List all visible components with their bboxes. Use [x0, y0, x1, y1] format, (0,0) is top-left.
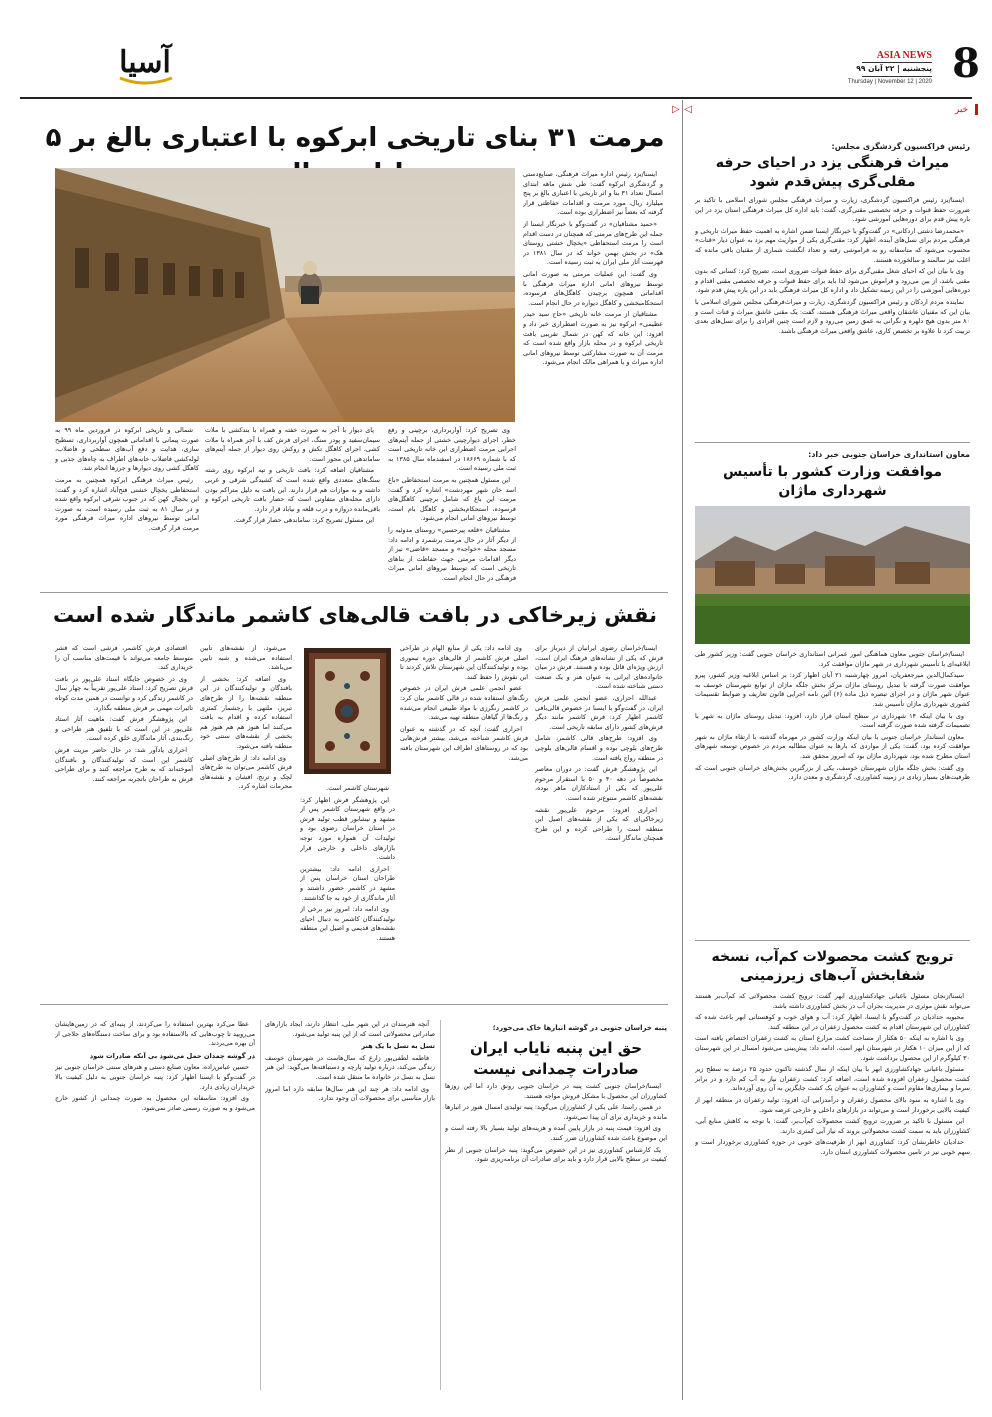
carpet-col2: وی ادامه داد: یکی از منابع الهام در طراحی اصلی فرش کاشمر از قالی‌های دوره تیموری بوده و تولیدکنندگان این شهرستان تلاش کردند تا این نقوش را حفظ کنند. عضو انجمن علمی فرش ایران در خصوص رنگ‌های استفاده شده در قالی کاشمر بیان کرد: در کاشمر رنگرزی با مواد طبیعی انجام می‌شده و رنگ‌ها از گیاهان منطقه تهیه می‌شد. احراری گفت: آنچه که در گذشته به عنوان فرش کاشمر شناخته می‌شد، بیشتر فرش‌هایی بود که در روستاهای اطراف این شهرستان بافته می‌شد. — [400, 644, 528, 762]
sidebar1-headline: میراث فرهنگی یزد در احیای حرفه مقلی‌گری پیش‌قدم شود — [715, 155, 950, 190]
date-en: Thursday | November 12 | 2020 — [847, 79, 932, 85]
date-fa: پنجشنبه | ۲۲ آبان ۹۹ — [856, 64, 932, 73]
section-label[interactable] — [955, 104, 978, 115]
sidebar2-headline: موافقت وزارت کشور با تأسیس شهرداری ماژان — [722, 464, 943, 499]
cotton-col1: ایسنا/خراسان جنوبی کشت پنبه در خراسان جنوبی رونق دارد اما این روزها کشاورزان این محصول با مشکل فروش مواجه هستند. در همین راستا، علی یکی از کشاورزان می‌گوید: پنبه تولیدی امسال هنوز در انبارها مانده و خریداری برای آن پیدا نمی‌شود. وی افزود: قیمت پنبه در بازار پایین آمده و هزینه‌های تولید بسیار بالا رفته است و این موضوع باعث شده کشاورزان ضرر کنند. یک کارشناس کشاورزی نیز در این خصوص می‌گوید: پنبه خراسان جنوبی از نظر کیفیت در سطح بالایی قرار دارد و باید برای صادرات آن برنامه‌ریزی شود. — [445, 1082, 667, 1164]
sidebar2-kicker: معاون استانداری خراسان جنوبی خبر داد: — [808, 450, 970, 459]
cotton-kicker: پنبه خراسان جنوبی در گوشه انبارها خاک می‌خورد؛ — [492, 1024, 667, 1032]
sidebar1-kicker: رئیس فراکسیون گردشگری مجلس: — [831, 142, 970, 151]
carpet-col3: شهرستان کاشمر است. این پژوهشگر فرش اظهار کرد: در واقع شهرستان کاشمر پس از مشهد و نیشابور قطب تولید فرش در استان خراسان رضوی بود و تولیدات آن همواره مورد توجه بازارهای داخلی و خارجی قرار داشت. احراری ادامه داد: بیشترین طراحان استان خراسان پس از مشهد در کاشمر حضور داشتند و آثار ماندگاری از خود به جا گذاشتند. وی ادامه داد: امروز نیز برخی از تولیدکنندگان کاشمر به دنبال احیای نقشه‌های قدیمی و اصیل این منطقه هستند. — [300, 784, 395, 942]
main-story-col1: ایسنا/یزد رئیس اداره میراث فرهنگی، صنایع‌دستی و گردشگری ابرکوه گفت: طی شش ماهه ابتدای امسال تعداد ۳۱ بنا و اثر تاریخی با اعتباری بالغ بر پنج میلیارد ریال، مورد مرمت و اقدامات حفاظتی قرار گرفته که بعضاً نیز اضطراری بوده است. «حمید مشتاقیان» در گفت‌وگو با خبرنگار ایسنا از جمله این طرح‌های مرمتی که همچنان در دست اقدام است را مرمت استحفاظی «یخچال خشتی روستای هک» در بخش بهمن خواند که در سال ۱۳۸۱ در فهرست آثار ملی ایران به ثبت رسیده است. وی گفت: این عملیات مرمتی به صورت امانی توسط نیروهای امانی اداره میراث فرهنگی با اقداماتی همچون برچیدن کاهگل‌های فرسوده، استحکامبخشی و کاهگل دیواره در حال انجام است. مشتاقیان از مرمت خانه تاریخی «حاج سید حیدر عظیمی» ابرکوه نیز به صورت اضطراری خبر داد و افزود: این خانه که کهن در شمال تقریبی بافت تاریخی ابرکوه و در محله بازار واقع شده است که مرمت آن به صورت مشارکتی توسط نیروهای امانی اداره میراث و با همراهی مالک انجام می‌شود. — [523, 170, 663, 367]
cotton-headline: حق این پنبه نایاب ایران صادرات چمدانی نیست — [469, 1039, 643, 1078]
brand-en: ASIA NEWS — [876, 50, 932, 61]
cotton-subhead-1: تسل به تسل با یک هنر — [361, 1042, 435, 1051]
main-photo — [55, 168, 515, 422]
cotton-subhead-2: در گوشه چمدان حمل می‌شود بی آنکه صادرات شود — [89, 1051, 255, 1060]
main-story-col4: شمالی و تاریخی ابرکوه در فروردین ماه ۹۹ به صورت پیمانی با اقداماتی همچون آواربرداری، تسطیح سازی، هدایت و دفع آب‌های سطحی و فاضلاب، لوله‌کشی فاضلاب خانه‌های اطراف به چاه‌های جذبی و کاهگل کشی روی دیوارها و جرزها انجام شد. رئیس میراث فرهنگی ابرکوه همچنین به مرمت استحفاظی یخچال خشتی فتح‌آباد اشاره کرد و گفت: این یخچال کهن که در جنوب شرقی ابرکوه واقع شده و در سال ۸۱ به ثبت ملی رسیده است، به صورت امانی توسط نیروهای اداره میراث فرهنگی مورد مرمت قرار گرفت. — [55, 426, 199, 532]
sidebar3-headline: ترویج کشت محصولات کم‌آب، نسخه شفابخش آب‌های زیرزمینی — [711, 949, 954, 984]
sidebar2-body: ایسنا/خراسان جنوبی معاون هماهنگی امور عمرانی استانداری خراسان جنوبی گفت: وزیر کشور طی ابلاغیه‌ای با تأسیس شهرداری در شهر ماژان موافقت کرد. سیدکمال‌الدین میرجعفریان، امروز چهارشنبه ۲۱ آبان اظهار کرد: بر اساس ابلاغیه وزیر کشور، پیرو موافقت صورت گرفته با تبدیل روستای ماژان مرکز بخش جلگه ماژان از توابع شهرستان خوسف به عنوان شهر ماژان و در اجرای تبصره ذیل ماده (۶) آئین نامه اجرایی قانون تعاریف و ضوابط تقسیمات کشوری شهرداری ماژان تأسیس شد. وی با بیان اینکه ۱۴ شهرداری در سطح استان قرار دارد، افزود: تبدیل روستای ماژان به شهر با تصمیمات گرفته شده صورت گرفته است. معاون استاندار خراسان جنوبی با بیان اینکه وزارت کشور در مهرماه گذشته با ارتقاء ماژان به شهر موافقت کرده بود، گفت: یکی از مواردی که بارها به عنوان مطالبه مردم در خصوص توسعه شهرهای استان مطرح شده بود، شهرداری ماژان بود که امروز محقق شد. وی گفت: بخش جلگه ماژان شهرستان خوسف، یکی از بزرگترین بخش‌های خراسان جنوبی است که ظرفیت‌های بسیار زیادی در زمینه کشاورزی، گردشگری و معدن دارد. — [695, 650, 970, 782]
section-arrow-icon: ◁ — [684, 104, 692, 115]
section-label-text: خبر — [954, 105, 969, 115]
carpet-col5: اقتصادی فرش کاشمر، فرشی است که قشر متوسط جامعه می‌تواند با قیمت‌های مناسب آن را خریداری کند. وی در خصوص جایگاه استاد علی‌پور در بافت فرش تصریح کرد: استاد علی‌پور تقریباً به چهار سال در کاشمر زندگی کرد و توانست در همین مدت کوتاه تاثیرات مهمی بر فرش منطقه بگذارد. این پژوهشگر فرش گفت: ماهیت آثار استاد علی‌پور در این است که با تلفیق هنر طراحی و رنگ‌بندی، آثار ماندگاری خلق کرده است. احراری یادآور شد: در حال حاضر مزیت فرش کاشمر این است که تولیدکنندگان و بافندگان آموخته‌اند که به طرح مراجعه کنند و برای طراحی فرش به طراحان باتجربه مراجعه کنند. — [55, 644, 193, 783]
carpet-photo — [300, 646, 395, 776]
section-arrow-icon-2: ▷ — [672, 104, 680, 115]
section-marker — [975, 104, 978, 115]
sidebar1-body: ایسنا/یزد رئیس فراکسیون گردشگری، زیارت و میراث فرهنگی مجلس شورای اسلامی با تاکید بر ضرورت حفظ قنوات و حرفه تخصصی مقنی‌گری، گفت: باید اداره کل میراث فرهنگی استان یزد در این باره پیش قدم برای دوره‌هایی آموزشی شود. «محمدرضا دشتی اردکانی» در گفت‌وگو با خبرنگار ایسنا ضمن اشاره به اهمیت حفظ میراث تاریخی و فرهنگی مردم برای نسل‌های آینده، اظهار کرد: مقنی‌گری یکی از مواریث مهم یزد به عنوان دیار «قنات» محسوب می‌شود که متاسفانه رو به فراموشی رفته و تعداد انگشت شماری از مقنیان باقی مانده که اغلب نیز سالمند و سالخورده هستند. وی با بیان این که احیای شغل مقنی‌گری برای حفظ قنوات ضروری است، تصریح کرد: کسانی که بدون مقنی باشد، از بین می‌رود و فراموش می‌شود لذا باید برای حفظ قنوات و حرفه تخصصی مقنی اقدام و دوره‌هایی آموزشی را در این زمینه تشکیل داد و اداره کل میراث فرهنگی باید در این باره پیش قدم شود. نماینده مردم اردکان و رئیس فراکسیون گردشگری، زیارت و میراث‌فرهنگی مجلس شورای اسلامی با بیان این که مقنیان عاشقان واقعی میراث فرهنگی هستند، گفت: یک مقنی عاشق میراث و قنات است و ۸۰ متر بدون هیچ دلهره و نگرانی به عمق زمین می‌رود و لازم است چنین افرادی را برای نسل‌های بعدی تربیت کرد تا علاوه بر تخصص کاری، عاشق واقعی میراث فرهنگی باشند. — [695, 196, 970, 335]
logo — [100, 38, 190, 88]
main-story-col2: وی تصریح کرد: آواربرداری، برچینی و رفع خطر، اجرای دیوارچینی خشتی از جمله آیتم‌های اجرایی مرمت اضطراری این خانه تاریخی است که با شماره ۱۸۶۶۹ در اسفندماه سال ۱۳۸۵ به ثبت ملی رسیده است. این مسئول همچنین به مرمت استحفاظی «باغ اسد خان شهر مهردشت» اشاره کرد و گفت: مرمت این باغ که شامل برچینی کاهگل‌های فرسوده، استحکام‌بخشی و کاهگل بام است، توسط نیروهای امانی انجام می‌شود. مشتاقیان «قلعه پیرحسین» روستای مدوئیه را از دیگر آثار در حال مرمت برشمرد و ادامه داد: مسجد محله «خواجه» و مسجد «قاضی» نیز از دیگر اقدامات مرمتی جهت حفاظت از بناهای تاریخی است که توسط نیروهای امانی میراث فرهنگی در حال انجام است. — [388, 426, 516, 582]
logo-text: آسیا — [119, 45, 171, 80]
sidebar3-body: ایسنا/زنجان مسئول باغبانی جهادکشاورزی ابهر گفت: ترویج کشت محصولاتی که کم‌آب‌بر هستند می‌تواند نقش موثری در مدیریت بحران آب در بخش کشاورزی داشته باشد. محبوبه حدادیان در گفت‌وگو با ایسنا، اظهار کرد: آب و هوای خوب و کوهستانی ابهر باعث شده که کشاورزان این شهرستان اقدام به کشت محصول زعفران در این منطقه کنند. وی با اشاره به اینکه ۵۰ هکتار از مساحت کشت مزارع استان به کشت زعفران اختصاص یافته است که از این میزان ۱۰ هکتار در شهرستان ابهر است، ادامه داد: پیش‌بینی می‌شود امسال در این شهرستان ۳۰ کیلوگرم از این محصول برداشت شود. مسئول باغبانی جهادکشاورزی ابهر با بیان اینکه از سال گذشته تاکنون حدود ۲۵ درصد به سطح زیر کشت محصول زعفران افزوده شده است، اضافه کرد: کشت زعفران نیاز به آب کم دارد و در برابر سرما و بیماری‌ها مقاوم است و کشاورزان به عنوان یک کشت جایگزین به آن روی آورده‌اند. وی با اشاره به سود بالای محصول زعفران و درآمدزایی آن، افزود: تولید زعفران در منطقه ابهر از کیفیت بالایی برخوردار است و می‌تواند در بازارهای داخلی و خارجی عرضه شود. این مسئول با تاکید بر ضرورت ترویج کشت محصولات کم‌آب‌بر، گفت: با توجه به کاهش منابع آبی، کشاورزان باید به سمت کشت محصولاتی بروند که نیاز آبی کمتری دارند. حدادیان خاطرنشان کرد: کشاورزی ابهر از ظرفیت‌های خوبی در حوزه کشاورزی برخوردار است و سهم خوبی نیز در تامین محصولات کشاورزی استان دارد. — [695, 992, 970, 1156]
cotton-col3: عطا می‌کرد بهترین استفاده را می‌کردند، از پنبه‌ای که در زمین‌هایشان می‌رویید تا چوب‌هایی که بالاستفاده بود و برای ساخت دستگاه‌های حلاجی از آن بهره می‌بردند. در گوشه چمدان حمل می‌شود بی آنکه صادرات شود حسین عباس‌زاده، معاون صنایع دستی و هنرهای سنتی خراسان جنوبی نیز در گفت‌وگو با ایسنا اظهار کرد: پنبه خراسان جنوبی به دلیل کیفیت بالا خریداران زیادی دارد. وی افزود: متاسفانه این محصول به صورت چمدانی از کشور خارج می‌شود و به صورت رسمی صادر نمی‌شود. — [55, 1020, 255, 1112]
sidebar-photo — [695, 506, 970, 644]
carpet-col1: ایسنا/خراسان رضوی ایرانیان از دیرباز برای فرش که یکی از نشانه‌های فرهنگ ایران است، ارزش ویژه‌ای قائل بوده و هستند. فرش در میان خانواده‌های ایرانی به عنوان هنر و یک صنعت دستی شناخته شده است. عبدالله احراری، عضو انجمن علمی فرش ایران، در گفت‌وگو با ایسنا در خصوص قالی‌بافی کاشمر اظهار کرد: فرش کاشمر مانند دیگر فرش‌های کشور دارای سابقه تاریخی است. وی افزود: طرح‌های قالی کاشمر، شامل طرح‌های بلوچی بوده و اقسام قالی‌های بلوچی در منطقه رواج یافته است. این پژوهشگر فرش گفت: در دوران معاصر مخصوصاً در دهه ۴۰ و ۵۰ با استقرار مرحوم علی‌پور که یکی از استادکاران ماهر بوده، نقشه‌های کاشمر متنوع‌تر شده است. احراری افزود: مرحوم علی‌پور نقشه زیرخاکی‌ای که یکی از نقشه‌های اصیل این منطقه است را طراحی کرده و این طرح همچنان ماندگار است. — [535, 644, 663, 843]
cotton-col2: آنچه هنرمندان در این شهر ملی، انتظار دارند، ایجاد بازارهای صادراتی محصولاتی است که از این پنبه تولید می‌شود. تسل به تسل با یک هنر فاطمه لطفی‌پور زارع که سال‌هاست در شهرستان خوسف زندگی می‌کند، درباره تولید پارچه و دستبافته‌ها می‌گوید: این هنر نسل به نسل در خانواده ما منتقل شده است. وی ادامه داد: هر چند این هنر سال‌ها سابقه دارد اما امروز بازار مناسبی برای محصولات آن وجود ندارد. — [265, 1020, 435, 1103]
carpet-headline: نقش زیرخاکی در بافت قالی‌های کاشمر ماندگار شده است — [52, 603, 657, 627]
main-headline: مرمت ۳۱ بنای تاریخی ابرکوه با اعتباری بالغ بر ۵ — [45, 123, 665, 153]
page-number: 8 — [952, 40, 980, 87]
main-story-col3: پای دیوار با آجر به صورت خفته و همراه با بندکشی با ملات سیمان‌سفید و پودر سنگ، اجرای فرش کف با آجر همراه با ملات کشی، اجرای کاهگل تکش و روکش روی دیوار از جمله آیتم‌های ساماندهی این محور است. مشتاقیان اضافه کرد: بافت تاریخی و تپه ابرکوه روی رشته سنگ‌های متعددی واقع شده است که کشیدگی شرقی و غربی داشته و به موازات هم قرار دارند. این بافت به دلیل متراکم بودن دارای محله‌های متفاوتی است که حصار بافت تاریخی ابرکوه و باقی‌مانده دروازه و درب قلعه و نیاباد قرار دارد. این مسئول تصریح کرد: ساماندهی حصار قرار گرفت. — [205, 426, 380, 525]
carpet-col4: می‌شود، از نقشه‌های تابین استفاده می‌شده و شبه تابین می‌باشد. وی اضافه کرد: بخشی از بافندگان و تولیدکنندگان در این منطقه نقشه‌ها را از طرح‌های تبریز، ملتهی با رجشمار کمتری استفاده کرده و اقدام به بافت می‌کنند اما هنوز هم هم هنوز هم بخشی از نقشه‌های سنتی خود منطقه بافته می‌شود. وی ادامه داد: از طرح‌های اصلی فرش کاشمر می‌توان به طرح‌های لچک و ترنج، افشان و نقشه‌های محرمات اشاره کرد. — [200, 644, 292, 791]
